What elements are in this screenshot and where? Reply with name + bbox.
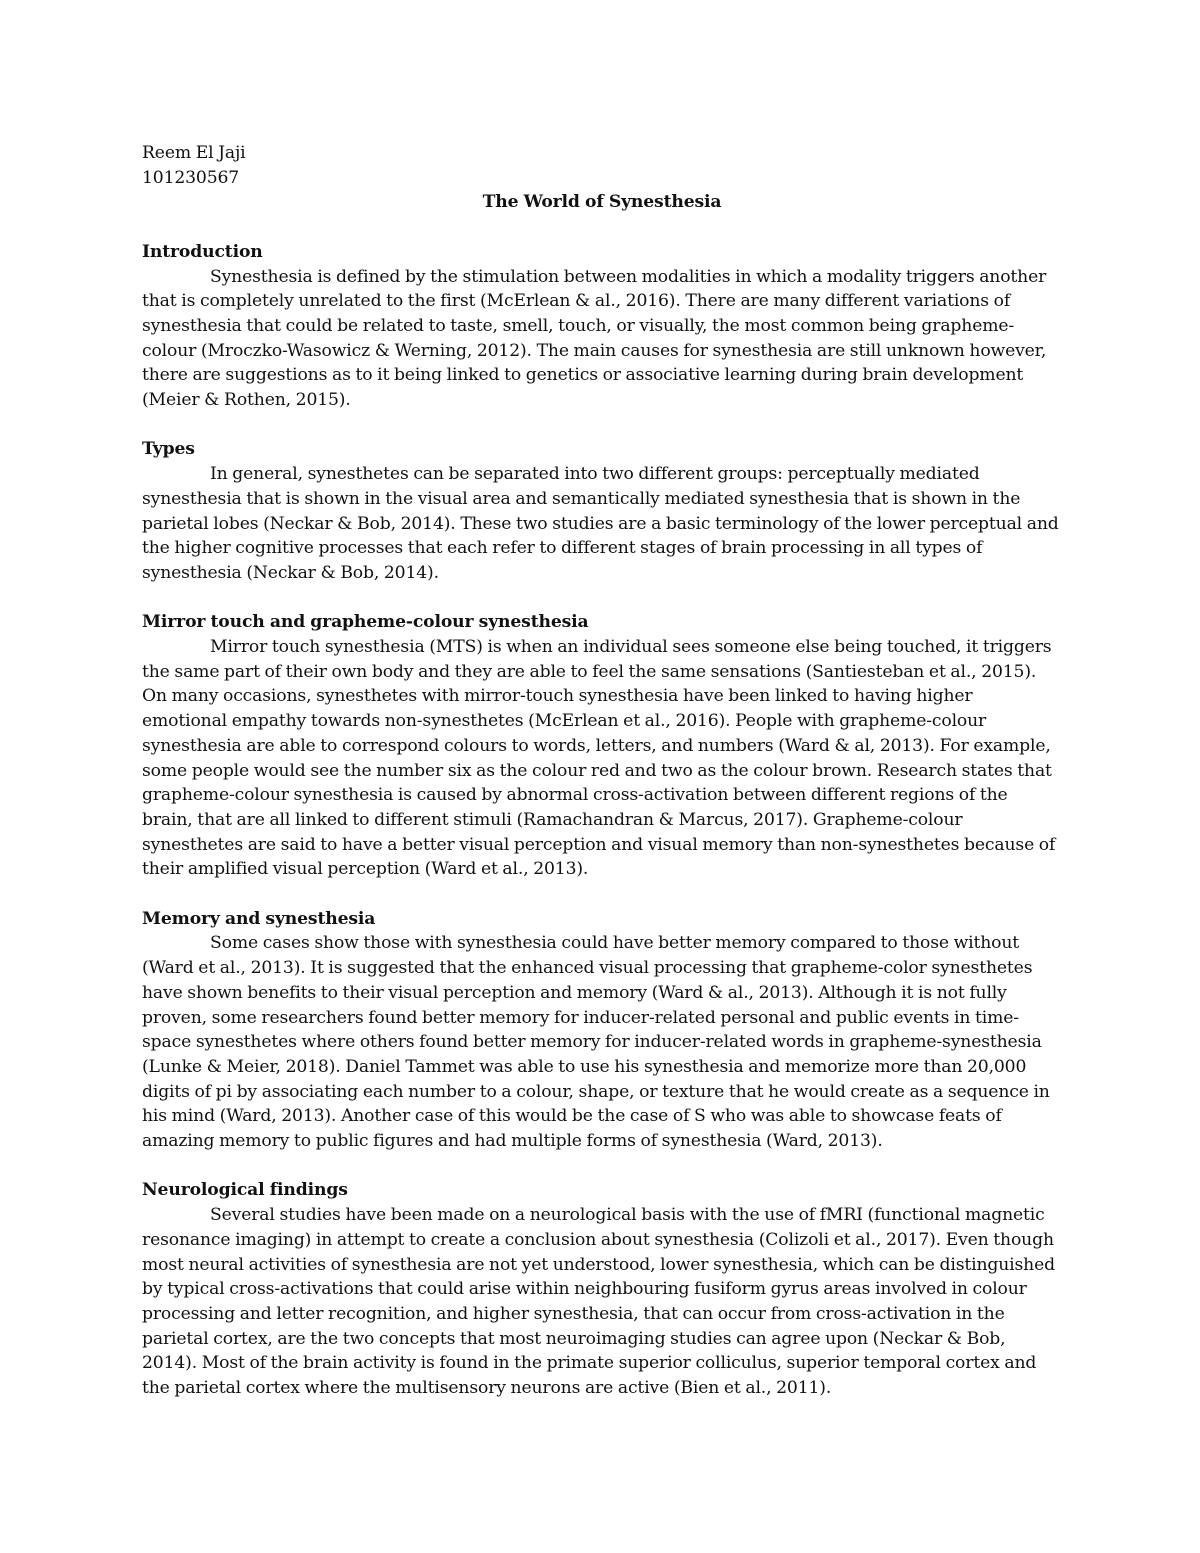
- section-paragraph: Mirror touch synesthesia (MTS) is when an individual sees someone else being touched, it triggers the same part of their own body and they are able to feel the same sensations (Santiesteban et al., 2015). On many occasions, synesthetes with mirror-touch synesthesia have been linked to having higher emotional empathy towards non-synesthetes (McErlean et al., 2016). People with grapheme-colour synesthesia are able to correspond colours to words, letters, and numbers (Ward & al, 2013). For example, some people would see the number six as the colour red and two as the colour brown. Research states that grapheme-colour synesthesia is caused by abnormal cross-activation between different regions of the brain, that are all linked to different stimuli (Ramachandran & Marcus, 2017). Grapheme-colour synesthetes are said to have a better visual perception and visual memory than non-synesthetes because of their amplified visual perception (Ward et al., 2013).: [142, 637, 1056, 880]
- section-paragraph: Some cases show those with synesthesia could have better memory compared to those without (Ward et al., 2013). It is suggested that the enhanced visual processing that grapheme-color synesthetes have shown benefits to their visual perception and memory (Ward & al., 2013). Although it is not fully proven, some researchers found better memory for inducer-related personal and public events in time-space synesthetes where others found better memory for inducer-related words in grapheme-synesthesia (Lunke & Meier, 2018). Daniel Tammet was able to use his synesthesia and memorize more than 20,000 digits of pi by associating each number to a colour, shape, or texture that he would create as a sequence in his mind (Ward, 2013). Another case of this would be the case of S who was able to showcase feats of amazing memory to public figures and had multiple forms of synesthesia (Ward, 2013).: [142, 933, 1050, 1152]
- student-id: 101230567: [142, 167, 240, 188]
- section-paragraph: Several studies have been made on a neurological basis with the use of fMRI (functional magnetic resonance imaging) in attempt to create a conclusion about synesthesia (Colizoli et al., 2017). Even though most neural activities of synesthesia are not yet understood, lower synesthesia, which can be distinguished by typical cross-activations that could arise within neighbouring fusiform gyrus areas involved in colour processing and letter recognition, and higher synesthesia, that can occur from cross-activation in the parietal cortex, are the two concepts that most neuroimaging studies can agree upon (Neckar & Bob, 2014). Most of the brain activity is found in the primate superior colliculus, superior temporal cortex and the parietal cortex where the multisensory neurons are active (Bien et al., 2011).: [142, 1205, 1055, 1399]
- section-mirror-touch: [142, 610, 1062, 882]
- document-page: [142, 141, 1062, 1401]
- section-paragraph: Synesthesia is defined by the stimulation between modalities in which a modality triggers another that is completely unrelated to the first (McErlean & al., 2016). There are many different variations of synesthesia that could be related to taste, smell, touch, or visually, the most common being grapheme-colour (Mroczko-Wasowicz & Werning, 2012). The main causes for synesthesia are still unknown however, there are suggestions as to it being linked to genetics or associative learning during brain development (Meier & Rothen, 2015).: [142, 266, 1047, 411]
- section-heading: Types: [142, 439, 195, 460]
- section-heading: Mirror touch and grapheme-colour synesthesia: [142, 612, 589, 633]
- document-title: The World of Synesthesia: [482, 192, 722, 213]
- section-types: [142, 437, 1062, 585]
- section-introduction: [142, 240, 1062, 413]
- section-heading: Neurological findings: [142, 1180, 348, 1201]
- section-paragraph: In general, synesthetes can be separated into two different groups: perceptually mediated synesthesia that is shown in the visual area and semantically mediated synesthesia that is shown in the parietal lobes (Neckar & Bob, 2014). These two studies are a basic terminology of the lower perceptual and the higher cognitive processes that each refer to different stages of brain processing in all types of synesthesia (Neckar & Bob, 2014).: [142, 464, 1059, 583]
- section-memory: [142, 907, 1062, 1154]
- author-name: Reem El Jaji: [142, 143, 246, 163]
- section-heading: Memory and synesthesia: [142, 908, 376, 929]
- section-heading: Introduction: [142, 241, 263, 262]
- section-neurological: [142, 1178, 1062, 1400]
